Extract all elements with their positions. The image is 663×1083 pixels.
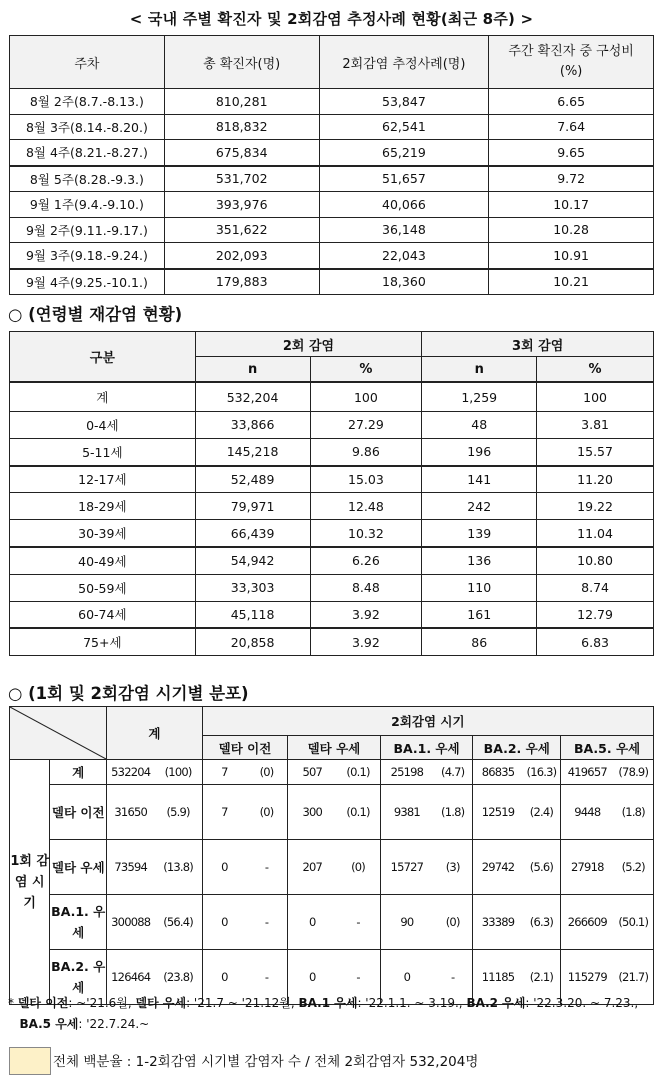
table-row bbox=[10, 140, 654, 166]
table-cell: 15727 bbox=[380, 840, 433, 895]
table-cell: (5.9) bbox=[154, 785, 202, 840]
header-total-cases: 총 확진자(명) bbox=[164, 36, 319, 89]
table-cell: 22,043 bbox=[319, 243, 489, 269]
col-delta-dominant: 델타 우세 bbox=[288, 736, 381, 760]
footnote-value: : '22.7.24.~ bbox=[78, 1017, 150, 1031]
table-cell: 10.17 bbox=[489, 192, 654, 218]
table-cell: 100 bbox=[310, 382, 422, 412]
period-header-second: 2회감염 시기 bbox=[202, 707, 653, 736]
table-cell: 419657 bbox=[561, 760, 614, 785]
table-cell: 0 bbox=[288, 950, 337, 1005]
table-cell: 36,148 bbox=[319, 217, 489, 243]
table-cell: 179,883 bbox=[164, 269, 319, 295]
legend-text: 전체 백분율 : 1-2회감염 시기별 감염자 수 / 전체 2회감염자 532,204명 bbox=[53, 1054, 479, 1070]
table-cell: (0.1) bbox=[336, 760, 380, 785]
table-cell: (0) bbox=[336, 840, 380, 895]
table-cell: 12.79 bbox=[537, 601, 654, 628]
table-row bbox=[10, 217, 654, 243]
table-cell: 90 bbox=[380, 895, 433, 950]
age-header-pct: % bbox=[310, 357, 422, 383]
table-cell: 242 bbox=[422, 493, 537, 520]
table-cell: (0) bbox=[433, 895, 473, 950]
age-header-n: n bbox=[195, 357, 310, 383]
table-row bbox=[10, 269, 654, 295]
table-cell: 15.57 bbox=[537, 438, 654, 465]
table-cell: 33,303 bbox=[195, 574, 310, 601]
col-ba1-dominant: BA.1. 우세 bbox=[380, 736, 473, 760]
table-cell: 75+세 bbox=[10, 628, 196, 655]
age-table bbox=[9, 331, 654, 656]
table-cell: 10.32 bbox=[310, 520, 422, 547]
footnote bbox=[8, 993, 658, 1035]
table-cell: - bbox=[336, 895, 380, 950]
table-cell: 0 bbox=[380, 950, 433, 1005]
table-cell: 52,489 bbox=[195, 466, 310, 493]
col-ba5-dominant: BA.5. 우세 bbox=[561, 736, 654, 760]
table-cell: 20,858 bbox=[195, 628, 310, 655]
col-delta-before: 델타 이전 bbox=[202, 736, 287, 760]
table-cell: 9월 1주(9.4.-9.10.) bbox=[10, 192, 165, 218]
table-cell: 10.91 bbox=[489, 243, 654, 269]
table-cell: 532,204 bbox=[195, 382, 310, 412]
table-cell: 79,971 bbox=[195, 493, 310, 520]
table-cell: (100) bbox=[154, 760, 202, 785]
table-cell: 0 bbox=[202, 840, 246, 895]
table-cell: 3.92 bbox=[310, 601, 422, 628]
period-header-row-1 bbox=[10, 707, 654, 736]
row-label: BA.2. 우세 bbox=[50, 950, 107, 1005]
age-section-title: ○ (연령별 재감염 현황) bbox=[8, 305, 183, 324]
table-cell: (4.7) bbox=[433, 760, 473, 785]
table-cell: 675,834 bbox=[164, 140, 319, 166]
table-cell: 507 bbox=[288, 760, 337, 785]
table-cell: 11185 bbox=[473, 950, 523, 1005]
diagonal-line-icon bbox=[10, 707, 106, 759]
table-cell: 207 bbox=[288, 840, 337, 895]
table-cell: 40-49세 bbox=[10, 547, 196, 574]
table-cell: - bbox=[246, 950, 288, 1005]
table-cell: 8월 5주(8.28.-9.3.) bbox=[10, 166, 165, 192]
weekly-table-title: < 국내 주별 확진자 및 2회감염 추정사례 현황(최근 8주) > bbox=[129, 10, 534, 28]
table-cell: (2.1) bbox=[523, 950, 561, 1005]
table-cell: 19.22 bbox=[537, 493, 654, 520]
table-cell: 6.83 bbox=[537, 628, 654, 655]
footnote-label: BA.1 우세 bbox=[298, 996, 358, 1010]
table-cell: (50.1) bbox=[614, 895, 654, 950]
table-cell: 202,093 bbox=[164, 243, 319, 269]
table-cell: 62,541 bbox=[319, 114, 489, 140]
table-cell: 10.21 bbox=[489, 269, 654, 295]
table-cell: 8.74 bbox=[537, 574, 654, 601]
table-cell: 0 bbox=[202, 895, 246, 950]
table-row bbox=[10, 840, 654, 895]
table-cell: (16.3) bbox=[523, 760, 561, 785]
table-row bbox=[10, 412, 654, 439]
footnote-label: BA.5 우세 bbox=[19, 1017, 79, 1031]
table-cell: 115279 bbox=[561, 950, 614, 1005]
table-row bbox=[10, 382, 654, 412]
table-cell: 9월 4주(9.25.-10.1.) bbox=[10, 269, 165, 295]
table-cell: 8월 3주(8.14.-8.20.) bbox=[10, 114, 165, 140]
table-cell: 393,976 bbox=[164, 192, 319, 218]
table-cell: 351,622 bbox=[164, 217, 319, 243]
table-cell: 12-17세 bbox=[10, 466, 196, 493]
age-header-n: n bbox=[422, 357, 537, 383]
table-cell: 0 bbox=[202, 950, 246, 1005]
table-cell: 6.26 bbox=[310, 547, 422, 574]
table-cell: - bbox=[246, 840, 288, 895]
table-cell: 11.04 bbox=[537, 520, 654, 547]
table-row bbox=[10, 785, 654, 840]
table-row bbox=[10, 243, 654, 269]
table-cell: 9월 3주(9.18.-9.24.) bbox=[10, 243, 165, 269]
table-cell: 9448 bbox=[561, 785, 614, 840]
table-cell: 33,866 bbox=[195, 412, 310, 439]
table-cell: (1.8) bbox=[433, 785, 473, 840]
footnote-label: BA.2 우세 bbox=[466, 996, 526, 1010]
table-cell: 266609 bbox=[561, 895, 614, 950]
table-cell: 1,259 bbox=[422, 382, 537, 412]
table-cell: 86 bbox=[422, 628, 537, 655]
table-row bbox=[10, 466, 654, 493]
table-cell: (5.6) bbox=[523, 840, 561, 895]
age-header-third: 3회 감염 bbox=[422, 332, 654, 357]
header-week: 주차 bbox=[10, 36, 165, 89]
footnote-label: 델타 이전 bbox=[17, 996, 69, 1010]
table-cell: 531,702 bbox=[164, 166, 319, 192]
footnote-value: : '21.7 ~ '21.12월, bbox=[186, 996, 299, 1010]
table-cell: 110 bbox=[422, 574, 537, 601]
table-cell: 196 bbox=[422, 438, 537, 465]
table-cell: 126464 bbox=[107, 950, 155, 1005]
table-row bbox=[10, 89, 654, 115]
table-row bbox=[10, 628, 654, 655]
table-cell: 73594 bbox=[107, 840, 155, 895]
table-cell: 86835 bbox=[473, 760, 523, 785]
table-cell: 300 bbox=[288, 785, 337, 840]
table-cell: 45,118 bbox=[195, 601, 310, 628]
table-cell: 15.03 bbox=[310, 466, 422, 493]
table-cell: 9381 bbox=[380, 785, 433, 840]
table-cell: 27.29 bbox=[310, 412, 422, 439]
table-cell: (0) bbox=[246, 760, 288, 785]
table-cell: (13.8) bbox=[154, 840, 202, 895]
col-ba2-dominant: BA.2. 우세 bbox=[473, 736, 561, 760]
table-cell: 66,439 bbox=[195, 520, 310, 547]
table-row bbox=[10, 114, 654, 140]
table-cell: 161 bbox=[422, 601, 537, 628]
footnote-value: : ~'21.6월, bbox=[68, 996, 136, 1010]
table-cell: 계 bbox=[10, 382, 196, 412]
period-header-total: 계 bbox=[107, 707, 203, 760]
period-section-title: ○ (1회 및 2회감염 시기별 분포) bbox=[8, 684, 249, 703]
age-header-pct: % bbox=[537, 357, 654, 383]
table-cell: 3.92 bbox=[310, 628, 422, 655]
age-header-row-1 bbox=[10, 332, 654, 357]
weekly-header-row bbox=[10, 36, 654, 89]
table-cell: 9.65 bbox=[489, 140, 654, 166]
table-cell: 30-39세 bbox=[10, 520, 196, 547]
table-row bbox=[10, 760, 654, 785]
table-cell: 8월 4주(8.21.-8.27.) bbox=[10, 140, 165, 166]
table-row bbox=[10, 574, 654, 601]
row-label: 델타 이전 bbox=[50, 785, 107, 840]
table-cell: 10.80 bbox=[537, 547, 654, 574]
table-cell: 10.28 bbox=[489, 217, 654, 243]
table-cell: 12519 bbox=[473, 785, 523, 840]
table-cell: 141 bbox=[422, 466, 537, 493]
table-row bbox=[10, 520, 654, 547]
table-cell: (5.2) bbox=[614, 840, 654, 895]
table-cell: 18,360 bbox=[319, 269, 489, 295]
table-cell: 818,832 bbox=[164, 114, 319, 140]
table-cell: 139 bbox=[422, 520, 537, 547]
age-header-second: 2회 감염 bbox=[195, 332, 422, 357]
table-cell: 300088 bbox=[107, 895, 155, 950]
table-cell: 136 bbox=[422, 547, 537, 574]
table-cell: (2.4) bbox=[523, 785, 561, 840]
table-row bbox=[10, 493, 654, 520]
table-cell: 5-11세 bbox=[10, 438, 196, 465]
table-cell: 100 bbox=[537, 382, 654, 412]
table-cell: 9.72 bbox=[489, 166, 654, 192]
table-cell: 145,218 bbox=[195, 438, 310, 465]
table-cell: 532204 bbox=[107, 760, 155, 785]
table-cell: (78.9) bbox=[614, 760, 654, 785]
table-cell: 810,281 bbox=[164, 89, 319, 115]
footnote-value: : '22.3.20. ~ 7.23., bbox=[525, 996, 639, 1010]
table-cell: 8월 2주(8.7.-8.13.) bbox=[10, 89, 165, 115]
table-cell: (21.7) bbox=[614, 950, 654, 1005]
footnote-label: 델타 우세 bbox=[135, 996, 187, 1010]
first-period-label: 1회 감염 시기 bbox=[10, 760, 50, 1005]
table-row bbox=[10, 601, 654, 628]
table-cell: 12.48 bbox=[310, 493, 422, 520]
table-cell: 7 bbox=[202, 785, 246, 840]
table-row bbox=[10, 166, 654, 192]
table-cell: 11.20 bbox=[537, 466, 654, 493]
weekly-table bbox=[9, 35, 654, 295]
table-cell: (3) bbox=[433, 840, 473, 895]
table-cell: 33389 bbox=[473, 895, 523, 950]
table-cell: 53,847 bbox=[319, 89, 489, 115]
table-row bbox=[10, 192, 654, 218]
table-cell: 51,657 bbox=[319, 166, 489, 192]
table-cell: 27918 bbox=[561, 840, 614, 895]
table-row bbox=[10, 895, 654, 950]
table-cell: 25198 bbox=[380, 760, 433, 785]
table-cell: 54,942 bbox=[195, 547, 310, 574]
table-cell: (56.4) bbox=[154, 895, 202, 950]
table-cell: 18-29세 bbox=[10, 493, 196, 520]
table-cell: 3.81 bbox=[537, 412, 654, 439]
table-cell: 65,219 bbox=[319, 140, 489, 166]
table-row bbox=[10, 438, 654, 465]
table-cell: (1.8) bbox=[614, 785, 654, 840]
table-cell: 6.65 bbox=[489, 89, 654, 115]
table-cell: 9월 2주(9.11.-9.17.) bbox=[10, 217, 165, 243]
header-reinfection: 2회감염 추정사례(명) bbox=[319, 36, 489, 89]
table-cell: 48 bbox=[422, 412, 537, 439]
age-header-group: 구분 bbox=[10, 332, 196, 383]
row-label: 계 bbox=[50, 760, 107, 785]
table-row bbox=[10, 547, 654, 574]
table-cell: 50-59세 bbox=[10, 574, 196, 601]
footnote-star: * bbox=[8, 996, 18, 1010]
header-ratio: 주간 확진자 중 구성비 (%) bbox=[489, 36, 654, 89]
table-cell: (0) bbox=[246, 785, 288, 840]
legend-swatch bbox=[9, 1047, 51, 1075]
table-cell: 7.64 bbox=[489, 114, 654, 140]
row-label: BA.1. 우세 bbox=[50, 895, 107, 950]
table-cell: - bbox=[246, 895, 288, 950]
table-cell: 0-4세 bbox=[10, 412, 196, 439]
period-table bbox=[9, 706, 654, 1005]
diagonal-corner bbox=[10, 707, 107, 760]
table-cell: (23.8) bbox=[154, 950, 202, 1005]
table-cell: - bbox=[336, 950, 380, 1005]
table-cell: 8.48 bbox=[310, 574, 422, 601]
table-cell: - bbox=[433, 950, 473, 1005]
row-label: 델타 우세 bbox=[50, 840, 107, 895]
table-cell: (0.1) bbox=[336, 785, 380, 840]
table-cell: 60-74세 bbox=[10, 601, 196, 628]
table-cell: 31650 bbox=[107, 785, 155, 840]
footnote-value: : '22.1.1. ~ 3.19., bbox=[357, 996, 467, 1010]
table-cell: 7 bbox=[202, 760, 246, 785]
table-cell: 29742 bbox=[473, 840, 523, 895]
table-cell: 9.86 bbox=[310, 438, 422, 465]
table-cell: (6.3) bbox=[523, 895, 561, 950]
table-cell: 40,066 bbox=[319, 192, 489, 218]
table-cell: 0 bbox=[288, 895, 337, 950]
